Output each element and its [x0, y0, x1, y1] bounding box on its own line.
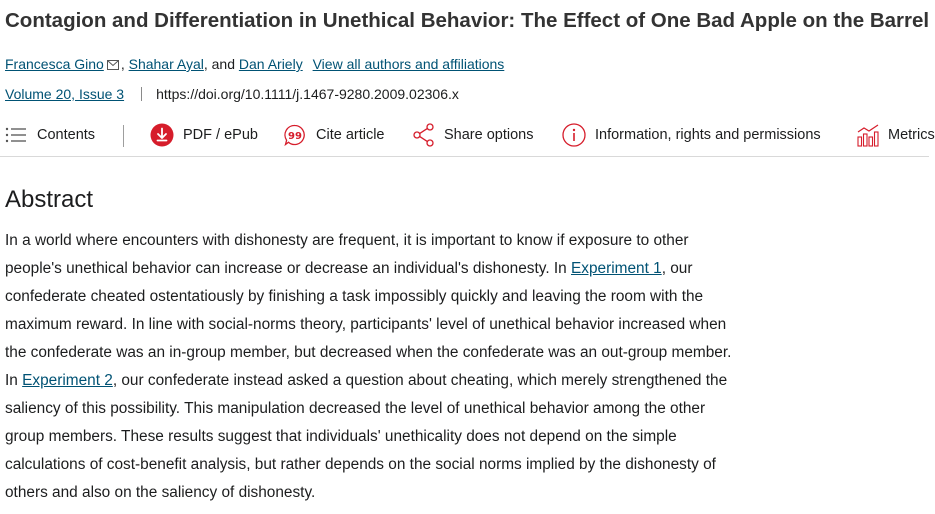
toolbar-divider: [123, 125, 124, 147]
metrics-button[interactable]: [856, 114, 935, 156]
abstract-line: calculations of cost-benefit analysis, but rather depends on the social norms implied by the dishonesty of: [5, 456, 716, 473]
abstract-text-segment: , our: [661, 260, 693, 277]
information-rights-button[interactable]: [562, 114, 821, 156]
pdf-epub-label: PDF / ePub: [183, 127, 258, 143]
abstract-line: [5, 255, 825, 283]
abstract-line: others and also on the saliency of dishonesty.: [5, 484, 316, 501]
article-toolbar: [0, 114, 935, 157]
share-icon: [413, 123, 444, 147]
experiment-2-link[interactable]: Experiment 2: [22, 372, 113, 389]
list-icon: [5, 127, 37, 143]
abstract-line: saliency of this possibility. This manipulation decreased the level of unethical behavior among the other: [5, 400, 706, 417]
metrics-bar-chart-icon: [856, 123, 888, 147]
pdf-epub-button[interactable]: [150, 114, 258, 156]
author-link-dan-ariely[interactable]: Dan Ariely: [238, 56, 303, 72]
abstract-line: In a world where encounters with dishonesty are frequent, it is important to know if exposure to other: [5, 232, 689, 249]
abstract-text-segment: , our confederate instead asked a question about cheating, which merely strengthened the: [112, 372, 728, 389]
info-icon: [562, 123, 595, 147]
contents-button[interactable]: [5, 114, 95, 156]
envelope-icon[interactable]: [107, 57, 119, 73]
contents-label: Contents: [37, 127, 96, 143]
volume-issue-link[interactable]: Volume 20, Issue 3: [5, 86, 125, 102]
author-list: [5, 56, 504, 73]
quote-icon: [284, 124, 316, 146]
article-title: Contagion and Differentiation in Unethical Behavior: The Effect of One Bad Apple on the Barrel: [5, 9, 930, 32]
experiment-1-link[interactable]: Experiment 1: [571, 260, 662, 277]
volume-issue-row: [5, 86, 459, 102]
abstract-line: [5, 367, 825, 395]
pdf-download-icon: [150, 123, 183, 147]
metrics-label: Metrics: [888, 127, 935, 143]
author-link-shahar-ayal[interactable]: Shahar Ayal: [128, 56, 204, 72]
author-separator: , and: [203, 56, 239, 72]
abstract-line: confederate cheated ostentatiously by finishing a task impossibly quickly and leaving the room with the: [5, 288, 704, 305]
cite-article-label: Cite article: [316, 127, 385, 143]
abstract-heading: Abstract: [5, 186, 94, 213]
share-options-button[interactable]: [413, 114, 533, 156]
divider: [141, 87, 142, 101]
svg-text:99: 99: [288, 131, 302, 142]
author-separator: ,: [120, 56, 129, 72]
abstract-text-segment: In: [5, 372, 23, 389]
abstract-line: the confederate was an in-group member, but decreased when the confederate was an out-group member.: [5, 344, 732, 361]
share-options-label: Share options: [444, 127, 534, 143]
abstract-text-segment: people's unethical behavior can increase or decrease an individual's dishonesty. In: [5, 260, 571, 277]
information-rights-label: Information, rights and permissions: [595, 127, 821, 143]
abstract-line: group members. These results suggest that individuals' unethicality does not depend on the simple: [5, 428, 677, 445]
abstract-body: [5, 227, 825, 507]
cite-article-button[interactable]: [284, 114, 385, 156]
author-link-francesca-gino[interactable]: Francesca Gino: [5, 56, 104, 72]
abstract-line: maximum reward. In line with social-norms theory, participants' level of unethical behavior increased when: [5, 316, 727, 333]
doi-text[interactable]: https://doi.org/10.1111/j.1467-9280.2009.02306.x: [156, 86, 459, 102]
view-all-authors-link[interactable]: View all authors and affiliations: [312, 56, 505, 72]
